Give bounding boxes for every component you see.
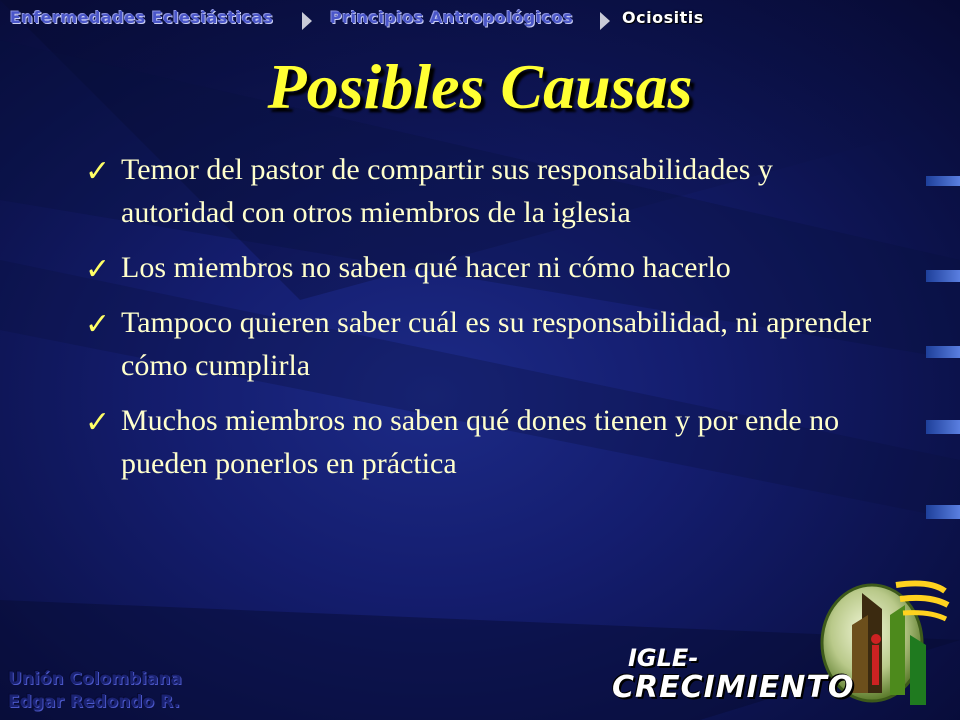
checkmark-icon: ✓ <box>85 405 111 440</box>
bullet-text: Los miembros no saben qué hacer ni cómo hacerlo <box>121 251 731 284</box>
bullet-text: Muchos miembros no saben qué dones tienen y por ende no pueden ponerlos en práctica <box>121 404 840 480</box>
edge-stripe <box>926 346 960 358</box>
edge-stripe <box>926 505 960 519</box>
chevron-right-icon <box>600 12 610 30</box>
edge-stripe <box>926 420 960 434</box>
breadcrumb-item[interactable]: Principios Antropológicos <box>330 8 574 27</box>
bullet-text: Temor del pastor de compartir sus responsabilidades y autoridad con otros miembros de la iglesia <box>121 153 773 229</box>
list-item <box>85 399 885 485</box>
author-footer <box>8 668 228 714</box>
footer-organization: Unión Colombiana <box>8 669 182 689</box>
edge-stripe <box>926 270 960 282</box>
checkmark-icon: ✓ <box>85 307 111 342</box>
list-item <box>85 246 885 289</box>
logo-text-top: IGLE- <box>628 644 699 672</box>
list-item <box>85 301 885 387</box>
bullet-list <box>85 148 885 497</box>
list-item <box>85 148 885 234</box>
logo-text-bottom: CRECIMIENTO <box>612 670 855 705</box>
footer-author: Edgar Redondo R. <box>8 692 180 712</box>
breadcrumb-item[interactable]: Enfermedades Eclesiásticas <box>10 8 274 27</box>
breadcrumb-item-current[interactable]: Ociositis <box>622 8 704 27</box>
chevron-right-icon <box>302 12 312 30</box>
breadcrumb <box>0 4 720 32</box>
slide-title: Posibles Causas <box>267 51 693 122</box>
bullet-text: Tampoco quieren saber cuál es su responsabilidad, ni aprender cómo cumplirla <box>121 306 872 382</box>
checkmark-icon: ✓ <box>85 154 111 189</box>
edge-stripe <box>926 176 960 186</box>
checkmark-icon: ✓ <box>85 252 111 287</box>
